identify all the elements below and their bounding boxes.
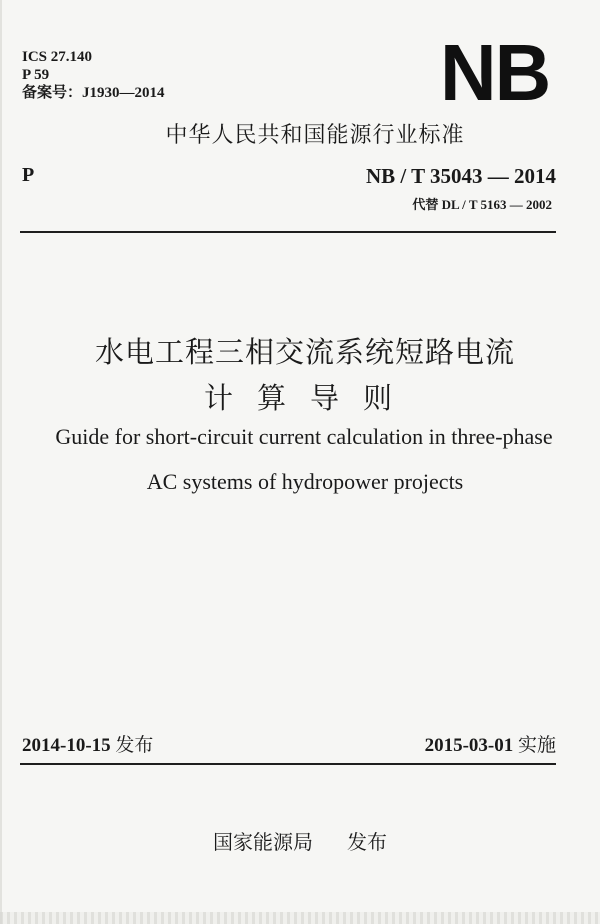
standard-category-text: 中华人民共和国能源行业标准 [165,123,465,148]
ccs-code: P 59 [22,67,50,83]
top-divider [20,231,556,233]
publisher [0,826,600,855]
issue-date [22,730,153,757]
ics-code: ICS 27.140 [22,49,93,65]
title-english-line2-text: AC systems of hydropower projects [146,469,464,494]
nb-logo: NB [440,28,550,117]
title-english-line2 [0,469,600,495]
title-english-line1-text: Guide for short-circuit current calculation in three-phase [55,424,553,449]
title-chinese-line1 [0,330,600,371]
implementation-date [425,730,556,757]
standard-category [0,118,600,149]
replaces-standard: 代替 DL / T 5163 — 2002 [412,197,552,212]
scan-edge [0,912,600,924]
title-chinese-line2-text: 计算导则 [203,381,416,415]
publisher-name: 国家能源局 [213,830,313,854]
issue-label: 发布 [115,734,154,756]
publish-label: 发布 [347,830,387,854]
category-letter: P [22,164,35,186]
title-chinese-line2 [0,376,600,417]
title-english-line1 [0,424,600,450]
issue-date-value: 2014-10-15 [22,735,111,756]
implementation-label: 实施 [517,734,556,756]
implementation-date-value: 2015-03-01 [424,735,514,756]
filing-number: 备案号：J1930—2014 [22,85,165,101]
classification-codes [22,48,165,102]
standard-number: NB / T 35043 — 2014 [365,164,556,188]
title-chinese-line1-text: 水电工程三相交流系统短路电流 [94,335,515,369]
bottom-divider [20,763,556,765]
